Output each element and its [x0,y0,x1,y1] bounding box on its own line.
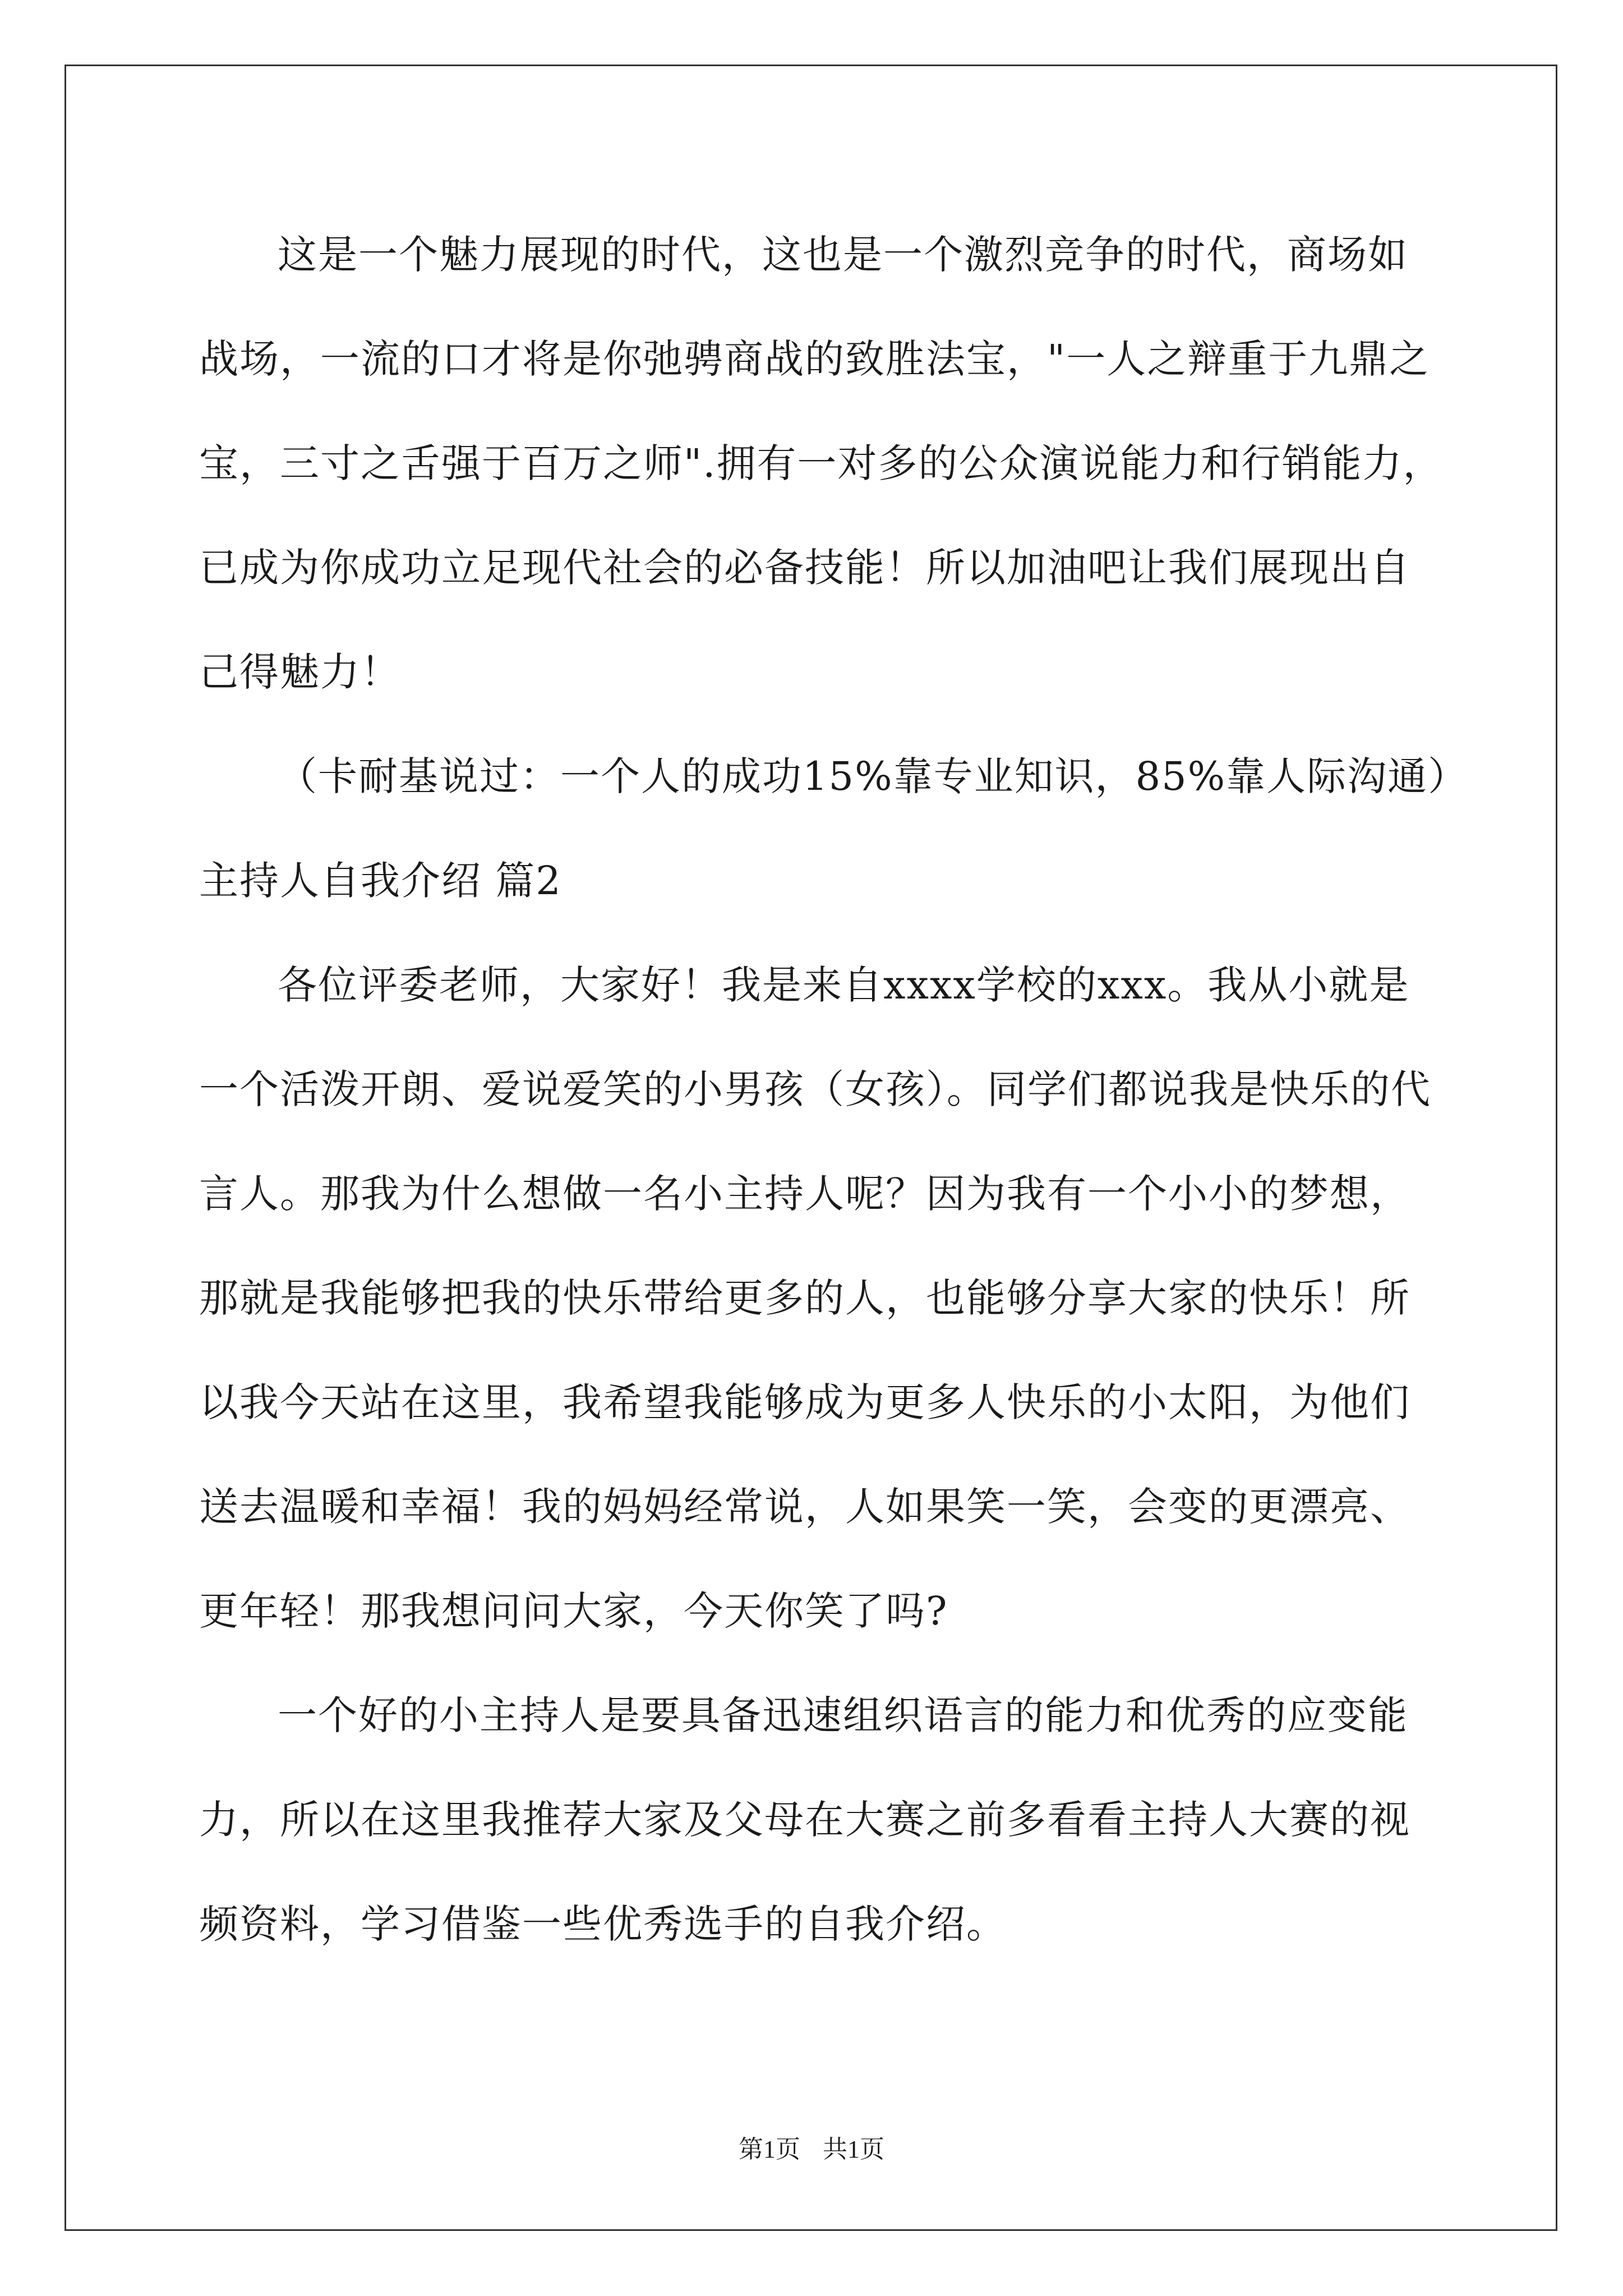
paragraph-2-line: 更年轻！那我想问问大家，今天你笑了吗? [199,1588,948,1634]
paragraph-2-line: 那就是我能够把我的快乐带给更多的人，也能够分享大家的快乐！所 [199,1274,1410,1321]
paragraph-1-line: 已成为你成功立足现代社会的必备技能！所以加油吧让我们展现出自 [199,544,1410,591]
page-footer [0,2129,1623,2165]
paragraph-2-line: 送去温暖和幸福！我的妈妈经常说，人如果笑一笑，会变的更漂亮、 [199,1483,1410,1530]
paragraph-3-line: 频资料，学习借鉴一些优秀选手的自我介绍。 [199,1901,1007,1947]
paragraph-1-line: 己得魅力！ [199,648,401,695]
document-body [199,199,1469,1973]
paragraph-1-line: 宝，三寸之舌强于百万之师".拥有一对多的公众演说能力和行销能力， [199,440,1444,486]
paragraph-3-line: 力，所以在这里我推荐大家及父母在大赛之前多看看主持人大赛的视 [199,1796,1410,1843]
paragraph-1-line: 战场，一流的口才将是你弛骋商战的致胜法宝，"一人之辩重于九鼎之 [199,335,1430,382]
paragraph-2-line: 言人。那我为什么想做一名小主持人呢？因为我有一个小小的梦想， [199,1170,1410,1217]
paragraph-2-line: 各位评委老师，大家好！我是来自xxxx学校的xxx。我从小就是 [278,961,1410,1008]
paragraph-3-line: 一个好的小主持人是要具备迅速组织语言的能力和优秀的应变能 [278,1692,1408,1738]
paragraph-2-line: 以我今天站在这里，我希望我能够成为更多人快乐的小太阳，为他们 [199,1379,1410,1425]
paragraph-1-line: 这是一个魅力展现的时代，这也是一个激烈竞争的时代，商场如 [278,231,1408,278]
page-total: 共1页 [823,2136,884,2163]
page-number: 第1页 [739,2136,800,2163]
section-heading-line: 主持人自我介绍 篇2 [199,857,562,904]
paragraph-2-line: 一个活泼开朗、爱说爱笑的小男孩（女孩）。同学们都说我是快乐的代 [199,1066,1431,1112]
quote-paragraph-line: （卡耐基说过：一个人的成功15%靠专业知识，85%靠人际沟通） [278,753,1469,799]
